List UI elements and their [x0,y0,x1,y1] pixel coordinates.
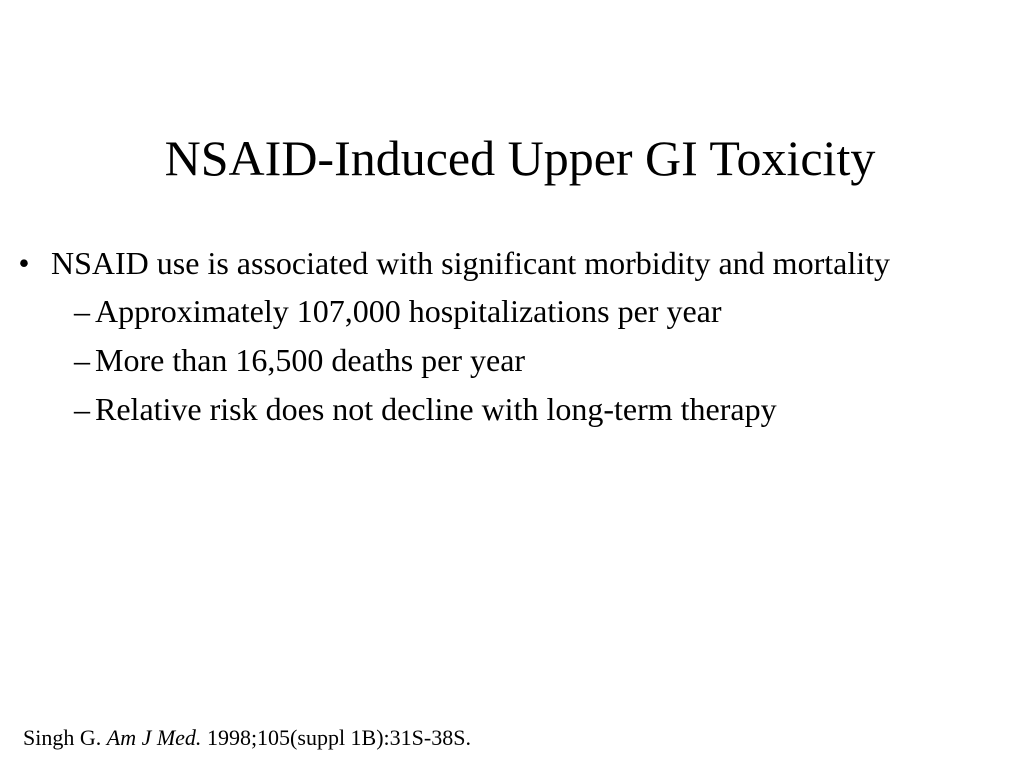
sub-bullet-text: Relative risk does not decline with long-term therapy [95,391,777,427]
citation-details: 1998;105(suppl 1B):31S-38S. [201,725,471,750]
sub-bullet-text: More than 16,500 deaths per year [95,342,526,378]
citation-author: Singh G. [23,725,107,750]
main-bullet [14,240,994,287]
main-bullet-text: NSAID use is associated with significant morbidity and mortality [51,245,890,281]
sub-bullet-deaths [14,336,994,385]
slide-title: NSAID-Induced Upper GI Toxicity [164,130,876,186]
sub-bullet-relative-risk [14,385,994,434]
sub-bullet-marker: – [74,293,90,329]
sub-bullet-hospitalizations [14,287,994,336]
sub-bullet-marker: – [74,391,90,427]
sub-bullet-list [14,287,994,434]
sub-bullet-text: Approximately 107,000 hospitalizations per year [95,293,722,329]
citation-journal: Am J Med. [106,725,202,750]
slide-body [14,240,994,434]
bullet-marker: • [18,245,30,281]
citation [23,723,471,753]
sub-bullet-marker: – [74,342,90,378]
